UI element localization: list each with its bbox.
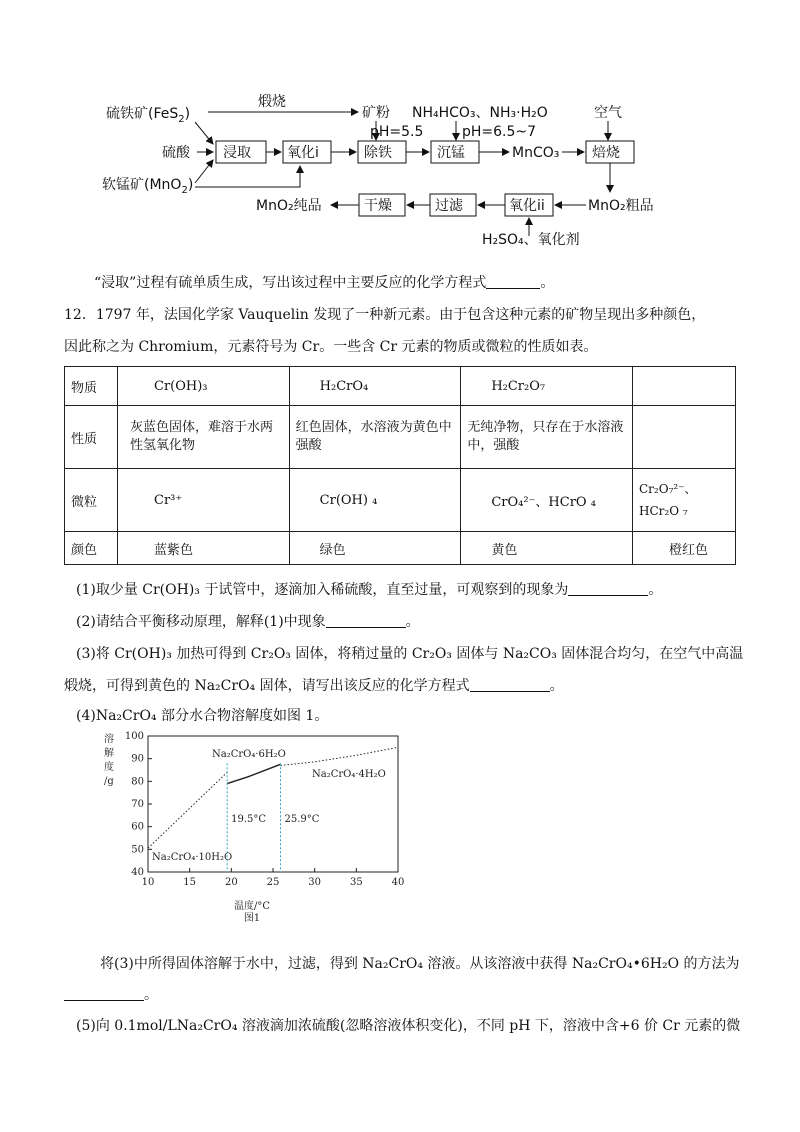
table-cell: Cr(OH) ₄ [289, 469, 461, 532]
temperature-guide-label: 19.5°C [231, 814, 267, 826]
table-cell: 红色固体，水溶液为黄色中强酸 [289, 406, 461, 469]
leach-question: “浸取”过程有硫单质生成，写出该过程中主要反应的化学方程式 。 [94, 275, 555, 291]
y-axis-title-char: 溶 [104, 734, 114, 745]
arrow-pyrite-leach [195, 122, 213, 144]
table-header-cell: 微粒 [65, 469, 118, 532]
table-row [65, 532, 736, 565]
y-axis-title-char: 解 [104, 748, 114, 759]
table-cell [633, 406, 736, 469]
answer-blank-q2[interactable] [326, 613, 406, 628]
box-drying-label: 干燥 [364, 198, 392, 214]
table-cell: 黄色 [461, 532, 633, 565]
label-pure: MnO₂纯品 [256, 198, 322, 214]
x-tick-label: 20 [224, 877, 238, 888]
y-axis-title [104, 732, 114, 787]
table-header-cell: 性质 [65, 406, 118, 469]
series-line [281, 747, 399, 765]
chart-caption: 图1 [243, 913, 261, 924]
box-oxidation-i-label: 氧化i [287, 145, 319, 161]
flow-node-pyrite: 硫铁矿(FeS$_2$) [106, 106, 191, 125]
label-mnco3: MnCO₃ [512, 145, 560, 161]
answer-blank-q1[interactable] [568, 581, 648, 596]
y-tick-label: 90 [131, 753, 144, 765]
x-tick-label: 35 [349, 877, 363, 888]
chromium-properties-table [64, 366, 736, 565]
label-ore-powder: 矿粉 [362, 105, 390, 121]
table-row [65, 367, 736, 406]
question-5: (5)向 0.1mol/LNa₂CrO₄ 溶液滴加浓硫酸(忽略溶液体积变化)，不同 pH 下，溶液中含+6 价 Cr 元素的微 [76, 1018, 741, 1034]
answer-blank-q3[interactable] [470, 677, 550, 692]
arrow-pyrolusite-leach [195, 160, 213, 183]
table-cell: 灰蓝色固体，难溶于水两性氢氧化物 [118, 406, 290, 469]
question-2: (2)请结合平衡移动原理，解释(1)中现象 。 [76, 614, 420, 630]
question-3-line2: 煅烧，可得到黄色的 Na₂CrO₄ 固体，请写出该反应的化学方程式 。 [64, 678, 564, 694]
y-tick-label: 80 [131, 776, 144, 788]
solubility-chart [100, 730, 410, 930]
table-cell: Cr³⁺ [118, 469, 290, 532]
leach-question-text: “浸取”过程有硫单质生成，写出该过程中主要反应的化学方程式 [94, 275, 487, 291]
table-cell: CrO₄²⁻、HCrO ₄ [461, 469, 633, 532]
table-header-cell: 物质 [65, 367, 118, 406]
y-tick-label: 50 [131, 844, 144, 856]
box-mn-precipitation-label: 沉锰 [437, 145, 465, 161]
label-air: 空气 [594, 105, 622, 121]
y-axis-title-char: 度 [104, 762, 114, 773]
series-line [227, 764, 280, 783]
table-cell: 橙红色 [633, 532, 736, 565]
label-ph-fe: pH=5.5 [370, 124, 424, 140]
table-row [65, 469, 736, 532]
box-roasting-label: 焙烧 [592, 145, 620, 161]
arrow-pyrolusite-ox1 [195, 166, 300, 187]
x-tick-label: 40 [391, 877, 405, 888]
answer-blank-q4[interactable] [64, 986, 144, 1001]
q12-line2: 因此称之为 Chromium，元素符号为 Cr。一些含 Cr 元素的物质或微粒的性质如表。 [64, 339, 598, 355]
y-tick-label: 70 [131, 799, 144, 810]
y-axis-title-char: /g [104, 776, 114, 787]
flow-node-acid: 硫酸 [162, 145, 190, 161]
label-crude: MnO₂粗品 [588, 198, 654, 214]
box-filtration-label: 过滤 [435, 198, 463, 214]
temperature-guide-label: 25.9°C [284, 814, 320, 826]
y-tick-label: 40 [131, 867, 144, 878]
y-tick-label: 60 [131, 821, 144, 833]
x-tick-label: 30 [308, 877, 322, 888]
question-3-line1: (3)将 Cr(OH)₃ 加热可得到 Cr₂O₃ 固体，将稍过量的 Cr₂O₃ 固体与 Na₂CO₃ 固体混合均匀，在空气中高温 [76, 646, 744, 662]
label-decahydrate: Na₂CrO₄·10H₂O [152, 852, 233, 863]
y-tick-label: 100 [124, 731, 144, 742]
table-cell: 蓝紫色 [118, 532, 290, 565]
series-line [148, 772, 227, 848]
question-1: (1)取少量 Cr(OH)₃ 于试管中，逐滴加入稀硫酸，直至过量，可观察到的现象为 。 [76, 582, 663, 598]
box-oxidation-ii-label: 氧化ii [509, 198, 545, 214]
box-iron-removal-label: 除铁 [364, 145, 392, 161]
label-hexahydrate: Na₂CrO₄·6H₂O [212, 749, 286, 760]
table-cell: H₂CrO₄ [289, 367, 461, 406]
table-cell [633, 367, 736, 406]
question-4b-line1: 将(3)中所得固体溶解于水中，过滤，得到 Na₂CrO₄ 溶液。从该溶液中获得 Na₂CrO₄•6H₂O 的方法为 [100, 956, 740, 972]
x-tick-label: 25 [266, 877, 280, 888]
question-4b-line2: 。 [64, 985, 158, 1005]
label-ph-mn: pH=6.5~7 [462, 124, 537, 140]
table-cell: H₂Cr₂O₇ [461, 367, 633, 406]
flow-node-pyrolusite: 软锰矿(MnO$_2$) [102, 177, 194, 196]
table-header-cell: 颜色 [65, 532, 118, 565]
label-reagents: NH₄HCO₃、NH₃·H₂O [412, 105, 548, 121]
x-axis-title: 温度/°C [233, 901, 271, 912]
x-tick-label: 10 [141, 877, 155, 888]
table-cell: Cr₂O₇²⁻、HCr₂O ₇ [633, 469, 736, 532]
answer-blank-leach[interactable] [486, 274, 540, 289]
x-tick-label: 15 [183, 877, 197, 888]
process-flow-diagram [0, 0, 800, 260]
table-cell: 绿色 [289, 532, 461, 565]
label-calcine: 煅烧 [258, 94, 286, 110]
table-cell: Cr(OH)₃ [118, 367, 290, 406]
label-tetrahydrate: Na₂CrO₄·4H₂O [312, 769, 386, 780]
box-leach-label: 浸取 [223, 145, 251, 161]
table-cell: 无纯净物，只存在于水溶液中，强酸 [461, 406, 633, 469]
label-acid-oxidant: H₂SO₄、氧化剂 [482, 232, 580, 248]
question-4: (4)Na₂CrO₄ 部分水合物溶解度如图 1。 [76, 708, 329, 724]
q12-line1: 12．1797 年，法国化学家 Vauquelin 发现了一种新元素。由于包含这种元素的矿物呈现出多种颜色， [64, 307, 706, 323]
table-row [65, 406, 736, 469]
